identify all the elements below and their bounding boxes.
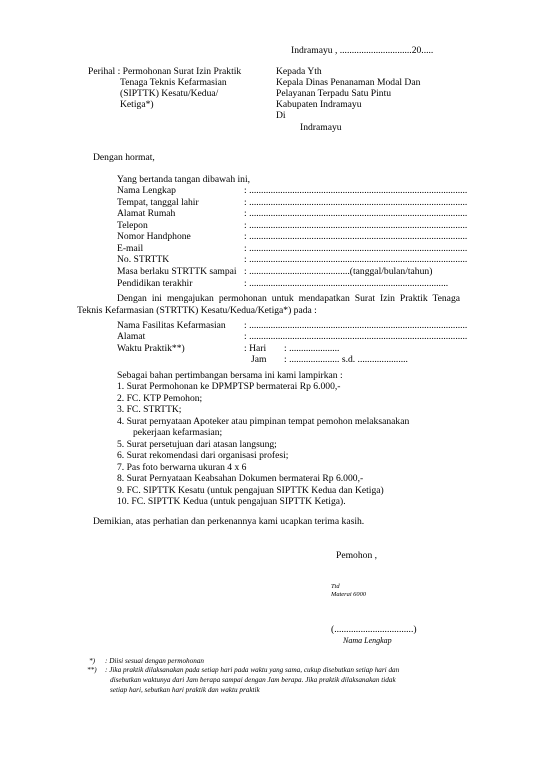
- field-value-alamat-fasilitas: : ...........................................................................................: [244, 331, 468, 342]
- field-value-handphone: : ...........................................................................................: [244, 231, 468, 242]
- signature-name-caption: Nama Lengkap: [343, 636, 392, 645]
- recipient-line-5: Di: [276, 110, 286, 121]
- perihal-label: Perihal : Permohonan Surat Izin Praktik: [88, 66, 242, 77]
- closing-text: Demikian, atas perhatian dan perkenannya kami ucapkan terima kasih.: [93, 516, 365, 527]
- recipient-line-3: Pelayanan Terpadu Satu Pintu: [276, 88, 392, 99]
- list-item: 5. Surat persetujuan dari atasan langsung;: [117, 439, 277, 450]
- perihal-line-1: Tenaga Teknis Kefarmasian: [120, 77, 227, 88]
- perihal-line-3: Ketiga*): [120, 99, 154, 110]
- list-item: 8. Surat Pernyataan Keabsahan Dokumen bermaterai Rp 6.000,-: [117, 473, 364, 484]
- field-value-masa-berlaku: : ..........................................(tanggal/bulan/tahun): [244, 266, 433, 277]
- request-line-2: Teknis Kefarmasian (STRTTK) Kesatu/Kedua/Ketiga*) pada :: [77, 305, 317, 316]
- field-value-telepon: : ...........................................................................................: [244, 220, 468, 231]
- field-label-masa-berlaku: Masa berlaku STRTTK sampai: [117, 266, 237, 277]
- signature-materai: Materai 6000: [331, 591, 366, 598]
- field-label-handphone: Nomor Handphone: [117, 231, 191, 242]
- footnote-2-line-3: setiap hari, sebutkan hari praktik dan waktu praktik: [110, 686, 260, 694]
- field-value-jam: : ..................... s.d. .....................: [284, 354, 408, 365]
- recipient-line-2: Kepala Dinas Penanaman Modal Dan: [276, 77, 421, 88]
- field-label-waktu-praktik: Waktu Praktik**): [117, 343, 185, 354]
- attachments-intro: Sebagai bahan pertimbangan bersama ini kami lampirkan :: [117, 370, 343, 381]
- list-item-continuation: pekerjaan kefarmasian;: [133, 427, 223, 438]
- list-item: 1. Surat Permohonan ke DPMPTSP bermaterai Rp 6.000,-: [117, 381, 341, 392]
- list-item: 10. FC. SIPTTK Kedua (untuk pengajuan SIPTTK Ketiga).: [117, 496, 346, 507]
- perihal-line-2: (SIPTTK) Kesatu/Kedua/: [120, 88, 219, 99]
- recipient-city: Indramayu: [300, 122, 342, 133]
- request-line-1: Dengan ini mengajukan permohonan untuk mendapatkan Surat Izin Praktik Tenaga: [117, 293, 460, 304]
- field-label-strttk: No. STRTTK: [117, 254, 170, 265]
- field-label-alamat-rumah: Alamat Rumah: [117, 208, 176, 219]
- footnote-2-line-1: : Jika praktik dilaksanakan pada setiap hari pada waktu yang sama, cukup disebutkan setiap hari dan: [105, 666, 400, 674]
- field-label-nama: Nama Lengkap: [117, 185, 176, 196]
- field-value-hari: : .....................: [284, 343, 340, 354]
- list-item: 2. FC. KTP Pemohon;: [117, 393, 203, 404]
- field-value-email: : ...........................................................................................: [244, 243, 468, 254]
- footnote-2-mark: **): [87, 666, 97, 674]
- field-value-fasilitas: : ...........................................................................................: [244, 320, 468, 331]
- field-value-ttl: : ...........................................................................................: [244, 197, 468, 208]
- recipient-line-1: Kepada Yth: [276, 66, 322, 77]
- signature-pemohon: Pemohon ,: [336, 550, 378, 561]
- footnote-2-line-2: disebutkan waktunya dari Jam berapa sampai dengan Jam berapa. Jika praktik dilaksanakan tidak: [110, 676, 396, 684]
- field-label-ttl: Tempat, tanggal lahir: [117, 197, 199, 208]
- field-value-nama: : ...........................................................................................: [244, 185, 468, 196]
- recipient-line-4: Kabupaten Indramayu: [276, 99, 362, 110]
- field-label-hari: : Hari: [244, 343, 267, 354]
- list-item: 7. Pas foto berwarna ukuran 4 x 6: [117, 462, 247, 473]
- list-item: 3. FC. STRTTK;: [117, 404, 182, 415]
- date-line: Indramayu , ..............................20.....: [291, 45, 434, 56]
- field-label-telepon: Telepon: [117, 220, 148, 231]
- field-value-alamat-rumah: : ...........................................................................................: [244, 208, 468, 219]
- intro-text: Yang bertanda tangan dibawah ini,: [117, 174, 251, 185]
- field-label-pendidikan: Pendidikan terakhir: [117, 278, 193, 289]
- signature-ttd: Ttd: [331, 583, 340, 590]
- field-label-alamat-fasilitas: Alamat: [117, 331, 146, 342]
- field-label-email: E-mail: [117, 243, 144, 254]
- footnote-1-text: : Diisi sesuai dengan permohonan: [105, 657, 205, 665]
- list-item: 6. Surat rekomendasi dari organisasi profesi;: [117, 450, 289, 461]
- list-item: 9. FC. SIPTTK Kesatu (untuk pengajuan SIPTTK Kedua dan Ketiga): [117, 485, 384, 496]
- list-item: 4. Surat pernyataan Apoteker atau pimpinan tempat pemohon melaksanakan: [117, 416, 410, 427]
- field-label-fasilitas: Nama Fasilitas Kefarmasian: [117, 320, 226, 331]
- footnote-1-mark: *): [89, 657, 95, 665]
- field-label-jam: Jam: [251, 354, 267, 365]
- signature-name-line: (.................................): [331, 624, 417, 635]
- field-value-pendidikan: : ...................................................................................: [244, 278, 449, 289]
- field-value-strttk: : ...........................................................................................: [244, 254, 468, 265]
- greeting: Dengan hormat,: [93, 152, 155, 163]
